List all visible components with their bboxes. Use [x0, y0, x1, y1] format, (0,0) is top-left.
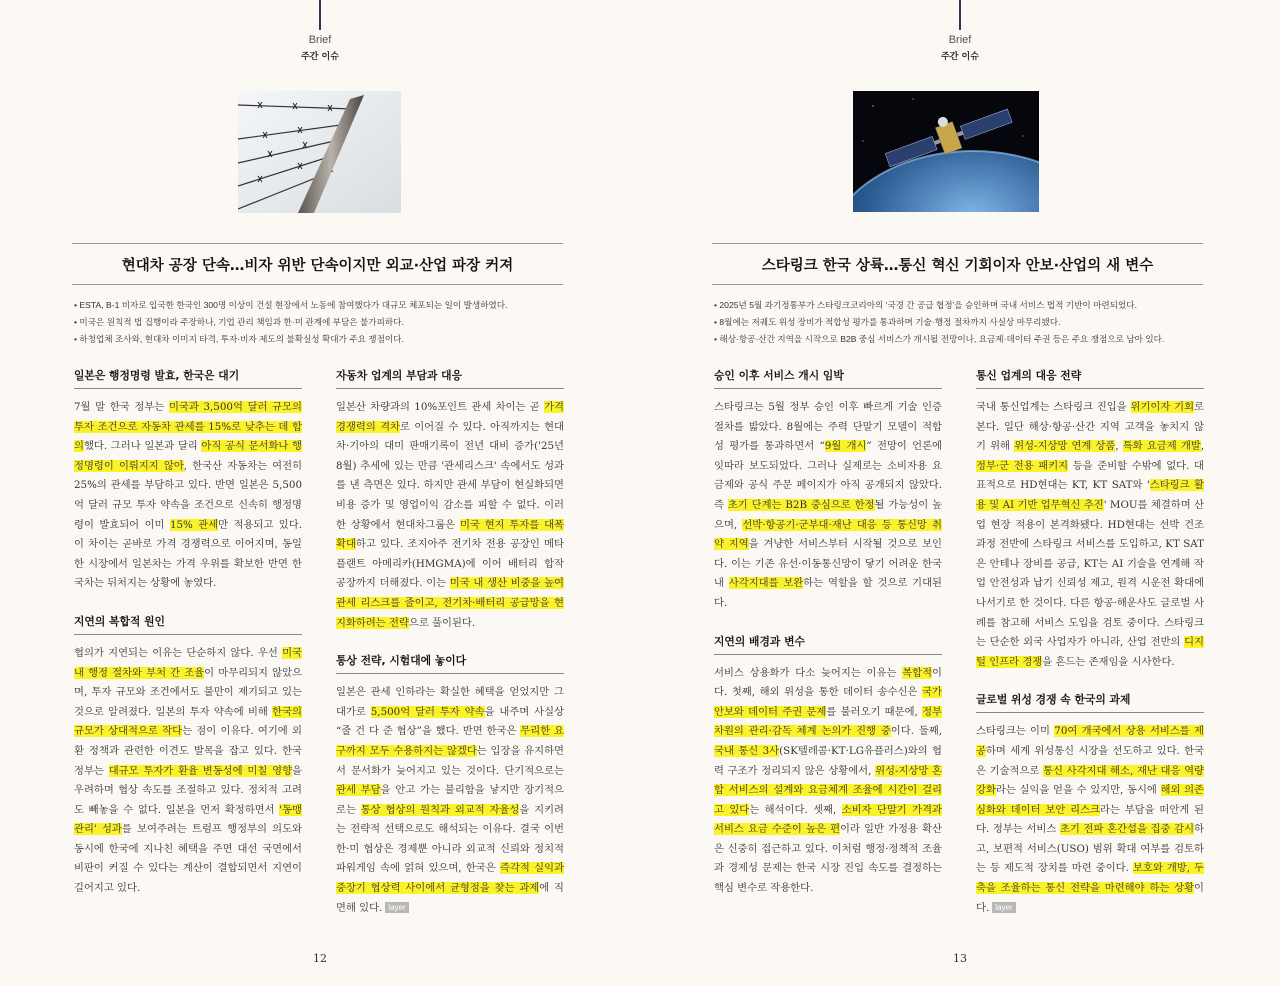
section-heading: 자동차 업계의 부담과 대응: [336, 368, 564, 389]
article-title: 현대차 공장 단속…비자 위반 단속이지만 외교·산업 파장 커져: [72, 243, 563, 285]
section-body: [74, 644, 302, 899]
header-line: [319, 0, 321, 30]
section-body: [714, 398, 942, 614]
header-line: [959, 0, 961, 30]
body-text: 이라 일반 가정용 확산은 신중히 접근하고 있다. 이처럼 행정·정책적 조율과 경제성 문제는 한국 시장 진입 속도를 결정하는 핵심 변수로 작용한다.: [714, 823, 942, 895]
body-text: 했다. 그러나 일본과 달리: [83, 440, 202, 453]
summary-bullet: • ESTA, B-1 비자로 입국한 한국인 300명 이상이 건설 현장에서 노동에 참여했다가 대규모 체포되는 일이 발생하였다.: [74, 297, 564, 314]
body-text: 라는 실익을 얻을 수 있지만, 동시에: [995, 784, 1161, 797]
satellite-icon: [853, 91, 1039, 212]
body-text: 는 점이 이유다. 여기에 외환 정책과 관련한 이견도 발목을 잡고 있다. 한국 정부는: [74, 725, 302, 777]
summary-bullet: • 8월에는 저궤도 위성 장비가 적합성 평가를 통과하며 기술·행정 절차까지 사실상 마무리됐다.: [714, 314, 1204, 331]
summary-bullet: • 2025년 5월 과기정통부가 스타링크코리아의 '국경 간 공급 협정'을 승인하며 국내 서비스 법적 기반이 마련되었다.: [714, 297, 1204, 314]
body-text: 을 겨냥한 서비스부터 시작될 것으로 보인다. 이는 기존 유선·이동통신망이 닿기 어려운 한국 내: [714, 538, 942, 590]
highlighted-text: 미국과 3,500억 달러 규모의 투자 조건으로 자동차 관세를 15%로 낮추는 데 합의: [74, 401, 302, 453]
section-heading: 지연의 복합적 원인: [74, 614, 302, 635]
section-heading: 글로벌 위성 경쟁 속 한국의 과제: [976, 692, 1204, 713]
highlighted-text: 아직 공식 문서화나 행정명령이 이뤄지지 않아: [74, 440, 302, 472]
body-text: 에 직면해 있다.: [336, 882, 564, 914]
highlighted-text: 한국의 규모가 상대적으로 작다: [74, 705, 302, 738]
page-number: 13: [953, 952, 967, 966]
body-text: 등을 준비할 수밖에 없다. 대표적으로 HD현대는 KT, KT SAT와 ': [976, 459, 1204, 492]
highlighted-text: 선박·항공기·군부대·재난 대응 등 통신망 취약 지역: [714, 518, 942, 551]
highlighted-text: 디지털 인프라 경쟁: [976, 636, 1204, 668]
page-number: 12: [313, 952, 327, 966]
section-heading: 지연의 배경과 변수: [714, 634, 942, 655]
highlighted-text: 사각지대를 보완: [728, 577, 804, 590]
article-columns: [72, 368, 564, 918]
section-trade-strategy: [336, 653, 564, 918]
column-1: [714, 368, 942, 918]
barbed-wire-photo: [238, 91, 401, 213]
body-text: 서비스 상용화가 다소 늦어지는 이유는: [714, 666, 903, 679]
article-left: [72, 243, 564, 985]
section-global-competition: [976, 692, 1204, 918]
body-text: , 한국산 자동차는 여전히 25%의 관세를 부담하고 있다. 반면 일본은 5,500억 달러 규모 투자 약속을 조건으로 신속히 행정명령이 발효되어 이미: [74, 459, 303, 531]
highlighted-text: 대규모 투자가 환율 변동성에 미칠 영향: [108, 764, 293, 777]
section-body: [976, 722, 1204, 918]
section-body: [74, 398, 302, 594]
body-text: 스타링크는 5월 정부 승인 이후 빠르게 기술 인증 절차를 밟았다. 8월에는 주력 단말기 모델이 적합성 평가를 통과하면서 “: [714, 401, 942, 453]
body-text: 을 흔드는 존재임을 시사한다.: [1042, 655, 1175, 668]
body-text: 로 본다. 일단 해상·항공·산간 지역 고객을 놓치지 않기 위해: [976, 401, 1204, 453]
body-text: 일본산 차량과의 10%포인트 관세 차이는 곧: [336, 401, 545, 413]
body-text: 하는 역할을 할 것으로 기대된다.: [714, 577, 942, 609]
highlighted-text: 미국 내 행정 절차와 부처 간 조율: [74, 646, 302, 679]
body-text: (SK텔레콤·KT·LG유플러스)와의 협력 구조가 정리되지 않은 상황에서,: [714, 744, 942, 777]
body-text: 를 불러오기 때문에,: [826, 705, 923, 718]
highlighted-text: 위성-지상망 혼합 서비스의 설계와 요금체계 조율에 시간이 걸리고 있다: [714, 764, 942, 816]
highlighted-text: 무리한 요구까지 모두 수용하지는 않겠다: [336, 725, 564, 757]
highlighted-text: 가격 경쟁력의 격차: [336, 401, 564, 433]
barbed-wire-icon: [238, 91, 401, 213]
highlighted-text: 소비자 단말기 가격과 서비스 요금 수준이 높은 편: [714, 803, 942, 836]
body-text: 을 내주며 사실상 “줄 건 다 준 협상”을 했다. 반면 한국은: [336, 705, 564, 738]
body-text: ,: [1115, 440, 1123, 453]
body-text: 을 안고 가는 불리함을 낳지만 장기적으로는: [336, 784, 565, 816]
article-columns: [712, 368, 1204, 918]
body-text: 하고 있다. 조지아주 전기차 전용 공장인 메타플랜트 아메리카(HMGMA)에 이어 배터리 합작 공장까지 더해졌다. 이는: [336, 538, 564, 590]
section-heading: 통신 업계의 대응 전략: [976, 368, 1204, 389]
body-text: 는 해석이다. 셋째,: [749, 803, 842, 816]
summary-bullets: [74, 297, 564, 348]
section-body: [336, 683, 564, 918]
column-2: [976, 368, 1204, 918]
highlighted-text: 관세 부담: [336, 784, 381, 797]
body-text: 이 마무리되지 않았으며, 투자 규모와 조건에서도 불만이 제기되고 있는 것으로 알려졌다. 일본의 투자 약속에 비해: [74, 666, 302, 718]
body-text: 으로 풀이된다.: [408, 616, 476, 629]
section-body: [976, 398, 1204, 672]
body-text: 을 지키려는 전략적 선택으로도 해석되는 이유다. 결국 이번 한·미 협상은 경제뿐 아니라 외교적 신뢰와 정치적 파워게임 속에 얽혀 있으며, 한국은: [336, 803, 564, 875]
body-text: 이다.: [976, 882, 1204, 914]
summary-bullet: • 해상·항공·산간 지역을 시작으로 B2B 중심 서비스가 개시될 전망이나, 요금제·데이터 주권 등은 주요 쟁점으로 남아 있다.: [714, 331, 1204, 348]
summary-bullet: • 미국은 원칙적 법 집행이라 주장하나, 기업 관리 책임과 한·미 관계에 부담은 불가피하다.: [74, 314, 564, 331]
highlighted-text: 위성-지상망 연계 상품: [1014, 440, 1116, 453]
body-text: 로 이어질 수 있다. 아직까지는 현대차·기아의 대미 판매기록이 전년 대비 증가('25년 8월) 추세에 있는 만큼 '관세리스크' 속에서도 성과를 낸 측면은 있다. 하지만 관세 부담이 현실화되면 비용 증가 및 영업이익 감소를 피할 수 없다. 이러한 상황에서 현대차그룹은: [336, 420, 564, 531]
body-text: 만 적용되고 있다. 이 차이는 곧바로 가격 경쟁력으로 이어지며, 동일한 시장에서 일본차는 가격 우위를 확보한 반면 한국차는 뒤처지는 상황에 놓였다.: [74, 518, 302, 590]
highlighted-text: 국내 통신 3사: [714, 744, 780, 757]
summary-bullets: [714, 297, 1204, 348]
highlighted-text: 국가 안보와 데이터 주권 문제: [714, 686, 942, 718]
highlighted-text: 위기이자 기회: [1130, 401, 1195, 413]
highlighted-text: 정부 차원의 관리·감독 체계 논의가 진행 중: [714, 705, 942, 738]
section-heading: 승인 이후 서비스 개시 임박: [714, 368, 942, 389]
column-1: [74, 368, 302, 918]
section-heading: 일본은 행정명령 발효, 한국은 대기: [74, 368, 302, 389]
body-text: 협의가 지연되는 이유는 단순하지 않다. 우선: [74, 646, 283, 659]
highlighted-text: 복합적: [902, 666, 933, 679]
publisher-badge: layer: [992, 902, 1015, 913]
highlighted-text: 해외 의존 심화와 데이터 보안 리스크: [976, 784, 1204, 816]
section-telecom-response: [976, 368, 1204, 672]
section-body: [336, 398, 564, 633]
satellite-photo: [853, 91, 1039, 212]
highlighted-text: 15% 관세: [169, 518, 219, 531]
column-2: [336, 368, 564, 918]
section-auto-industry: [336, 368, 564, 633]
article-title: 스타링크 한국 상륙…통신 혁신 기회이자 안보·산업의 새 변수: [712, 243, 1203, 285]
summary-bullet: • 하청업체 조사와, 현대차 이미지 타격, 투자·비자 제도의 불확실성 확대가 주요 쟁점이다.: [74, 331, 564, 348]
section-japan-executive-order: [74, 368, 302, 594]
highlighted-text: 정부·군 전용 패키지: [976, 459, 1069, 472]
body-text: 일본은 관세 인하라는 확실한 혜택을 얻었지만 그 대가로: [336, 686, 564, 718]
article-right: [712, 243, 1204, 985]
body-text: 될 가능성이 높으며,: [714, 498, 942, 531]
highlighted-text: 70여 개국에서 상용 서비스를 제공: [976, 725, 1204, 757]
brief-subtitle: 주간 이슈: [301, 52, 339, 62]
highlighted-text: 미국 현지 투자를 대폭 확대: [336, 518, 565, 551]
highlighted-text: 즉각적 실익과 중장기 협상력 사이에서 균형점을 찾는 과제: [336, 862, 564, 895]
highlighted-text: 9월 개시: [824, 440, 867, 453]
body-text: 하며 세계 위성통신 시장을 선도하고 있다. 한국은 기술적으로: [976, 744, 1204, 777]
highlighted-text: 초기 단계는 B2B 중심으로 한정: [727, 498, 875, 511]
body-text: ' MOU를 체결하며 산업 현장 적용이 본격화됐다. HD현대는 선박 건조 과정 전반에 스타링크 서비스를 도입하고, KT SAT은 안테나 장비를 공급, KT는 AI 기술을 연계해 작업 안전성과 납기 신뢰성 제고, 원격 시운전 확대에 나서기로 한 것이다. 다른 항공·해운사도 글로벌 사례를 참고해 서비스 도입을 검토 중이다. 스타링크는 단순한 외국 사업자가 아니라, 산업 전반의: [976, 498, 1204, 649]
body-text: 스타링크는 이미: [976, 725, 1055, 738]
body-text: 이다. 첫째, 해외 위성을 통한 데이터 송수신은: [714, 666, 942, 699]
section-delay-background: [714, 634, 942, 899]
highlighted-text: 초기 전파 혼간섭을 집중 감시: [1059, 823, 1195, 836]
body-text: 를 보여주려는 트럼프 행정부의 의도와 동시에 한국에 지나친 혜택을 주면 대선 국면에서 비판이 커질 수 있다는 계산이 결합되면서 지연이 길어지고 있다.: [74, 823, 302, 895]
body-text: ” 전망이 언론에 잇따라 보도되었다. 그러나 실제로는 소비자용 요금제와 공식 주문 페이지가 아직 공개되지 않았다. 즉: [714, 440, 942, 511]
body-text: 을 우려하며 협상 속도를 조절하고 있다. 정치적 고려도 빼놓을 수 없다. 일본을 먼저 확정하면서: [74, 764, 302, 816]
body-text: 하고, 보편적 서비스(USO) 범위 확대 여부를 검토하는 등 제도적 장치를 마련 중이다.: [976, 823, 1204, 875]
section-heading: 통상 전략, 시험대에 놓이다: [336, 653, 564, 674]
page-right: [640, 0, 1280, 985]
highlighted-text: 통상 협상의 원칙과 외교적 자율성: [360, 803, 520, 816]
highlighted-text: 보호와 개방, 두 축을 조율하는 통신 전략을 마련해야 하는 상황: [976, 862, 1204, 895]
highlighted-text: 미국 내 생산 비중을 높여 관세 리스크를 줄이고, 전기차·배터리 공급망을 현지화하려는 전략: [336, 577, 564, 629]
section-delay-causes: [74, 614, 302, 899]
body-text: ,: [1200, 440, 1205, 453]
body-text: 국내 통신업계는 스타링크 진입을: [976, 401, 1131, 413]
highlighted-text: 5,500억 달러 투자 약속: [370, 705, 485, 718]
section-service-launch: [714, 368, 942, 614]
highlighted-text: '동맹 관리' 성과: [74, 803, 302, 836]
body-text: 7월 말 한국 정부는: [74, 401, 169, 413]
brief-subtitle: 주간 이슈: [941, 52, 979, 62]
section-body: [714, 664, 942, 899]
highlighted-text: 특화 요금제 개발: [1122, 440, 1201, 453]
body-text: 이다. 둘째,: [890, 725, 942, 738]
highlighted-text: 통신 사각지대 해소, 재난 대응 역량 강화: [976, 764, 1204, 797]
brief-label: Brief: [308, 34, 332, 46]
publisher-badge: layer: [385, 902, 408, 913]
body-text: 라는 부담을 떠안게 된다. 정부는 서비스: [976, 803, 1205, 836]
brief-label: Brief: [948, 34, 972, 46]
highlighted-text: 스타링크 활용 및 AI 기반 업무혁신 추진: [976, 479, 1204, 511]
body-text: 는 입장을 유지하면서 문서화가 늦어지고 있는 것이다. 단기적으로는: [336, 744, 564, 777]
